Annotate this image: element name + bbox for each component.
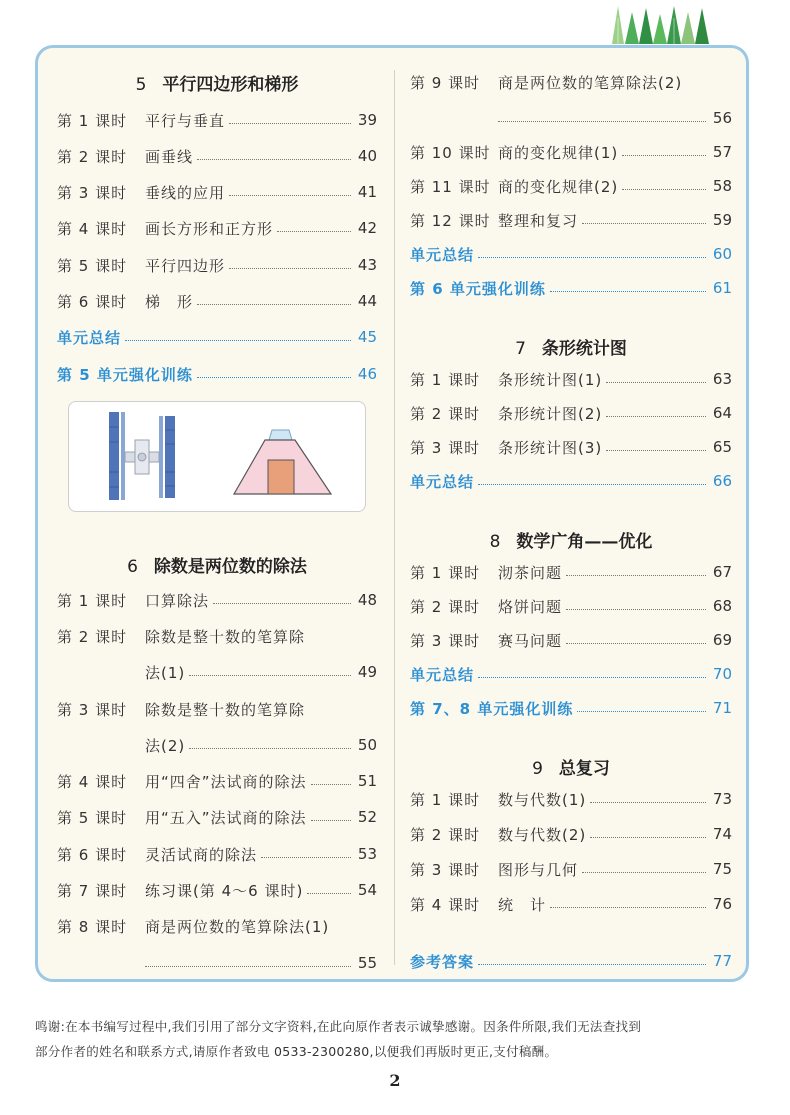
toc-entry[interactable]: 第 1 课时 条形统计图(1) 63 bbox=[410, 370, 732, 389]
chapter-8-heading: 8 数学广角——优化 bbox=[489, 532, 653, 552]
acknowledgement-line-2: 部分作者的姓名和联系方式,请原作者致电 0533-2300280,以便我们再版时更正,支付稿酬。 bbox=[35, 1044, 558, 1059]
toc-unit-summary[interactable]: 单元总结 45 bbox=[57, 328, 377, 347]
toc-entry[interactable]: 第 1 课时 口算除法 48 bbox=[57, 591, 377, 610]
trees-decoration bbox=[612, 4, 716, 44]
toc-entry[interactable]: 第 1 课时 沏茶问题 67 bbox=[410, 563, 732, 582]
toc-entry[interactable]: 第 4 课时 用“四舍”法试商的除法 51 bbox=[57, 772, 377, 791]
toc-entry[interactable]: 第 5 课时 平行四边形 43 bbox=[57, 256, 377, 275]
toc-entry[interactable]: 第 3 课时 条形统计图(3) 65 bbox=[410, 438, 732, 457]
toc-entry[interactable]: 第 3 课时 垂线的应用 41 bbox=[57, 183, 377, 202]
toc-entry[interactable]: 第 3 课时 除数是整十数的笔算除 bbox=[57, 700, 306, 719]
toc-entry[interactable]: 第 11 课时 商的变化规律(2) 58 bbox=[410, 177, 732, 196]
toc-entry[interactable]: 第 2 课时 除数是整十数的笔算除 bbox=[57, 627, 306, 646]
illustration-box bbox=[68, 401, 366, 512]
acknowledgement-line-1: 鸣谢:在本书编写过程中,我们引用了部分文字资料,在此向原作者表示诚挚感谢。因条件所限,我们无法查找到 bbox=[35, 1019, 642, 1034]
toc-entry[interactable]: 第 12 课时 整理和复习 59 bbox=[410, 211, 732, 230]
toc-unit-drill[interactable]: 第 6 单元强化训练 61 bbox=[410, 279, 732, 298]
acknowledgement-note bbox=[35, 1014, 755, 1064]
toc-entry[interactable]: 第 1 课时 数与代数(1) 73 bbox=[410, 790, 732, 809]
chapter-9-heading: 9 总复习 bbox=[532, 759, 610, 779]
toc-unit-summary[interactable]: 单元总结 70 bbox=[410, 665, 732, 684]
toc-entry[interactable]: 第 2 课时 数与代数(2) 74 bbox=[410, 825, 732, 844]
toc-entry[interactable]: 第 1 课时 平行与垂直 39 bbox=[57, 111, 377, 130]
toc-entry[interactable]: 第 5 课时 用“五入”法试商的除法 52 bbox=[57, 808, 377, 827]
toc-entry[interactable]: 第 3 课时 图形与几何 75 bbox=[410, 860, 732, 879]
toc-entry[interactable]: 第 9 课时 商是两位数的笔算除法(2) bbox=[410, 73, 683, 92]
toc-unit-summary[interactable]: 单元总结 60 bbox=[410, 245, 732, 264]
toc-entry[interactable]: 第 3 课时 赛马问题 69 bbox=[410, 631, 732, 650]
toc-entry[interactable]: 第 4 课时 画长方形和正方形 42 bbox=[57, 219, 377, 238]
chapter-6-heading: 6 除数是两位数的除法 bbox=[127, 557, 307, 577]
toc-answers[interactable]: 参考答案 77 bbox=[410, 952, 732, 971]
toc-entry[interactable]: 第 10 课时 商的变化规律(1) 57 bbox=[410, 143, 732, 162]
toc-unit-drill[interactable]: 第 5 单元强化训练 46 bbox=[57, 365, 377, 384]
toc-entry[interactable]: 第 2 课时 条形统计图(2) 64 bbox=[410, 404, 732, 423]
toc-entry[interactable]: 第 2 课时 画垂线 40 bbox=[57, 147, 377, 166]
toc-entry[interactable]: 第 2 课时 烙饼问题 68 bbox=[410, 597, 732, 616]
toc-entry[interactable]: 第 6 课时 灵活试商的除法 53 bbox=[57, 845, 377, 864]
chapter-5-heading: 5 平行四边形和梯形 bbox=[135, 75, 299, 95]
toc-entry[interactable]: 第 4 课时 统 计 76 bbox=[410, 895, 732, 914]
toc-entry-continued[interactable]: 56 bbox=[410, 107, 732, 129]
toc-entry[interactable]: 第 7 课时 练习课(第 4～6 课时) 54 bbox=[57, 881, 377, 900]
toc-unit-summary[interactable]: 单元总结 66 bbox=[410, 472, 732, 491]
page-number: 2 bbox=[389, 1071, 401, 1090]
chapter-7-heading: 7 条形统计图 bbox=[515, 339, 627, 359]
toc-entry[interactable]: 第 6 课时 梯 形 44 bbox=[57, 292, 377, 311]
toc-unit-drill[interactable]: 第 7、8 单元强化训练 71 bbox=[410, 699, 732, 718]
toc-entry[interactable]: 第 8 课时 商是两位数的笔算除法(1) bbox=[57, 917, 330, 936]
toc-entry-continued[interactable]: 法(2) 50 bbox=[145, 736, 377, 755]
toc-entry-continued[interactable]: 55 bbox=[57, 952, 377, 974]
toc-entry-continued[interactable]: 法(1) 49 bbox=[145, 663, 377, 682]
column-divider bbox=[394, 70, 395, 965]
space-station-and-trapezoid-illustration bbox=[69, 402, 365, 511]
